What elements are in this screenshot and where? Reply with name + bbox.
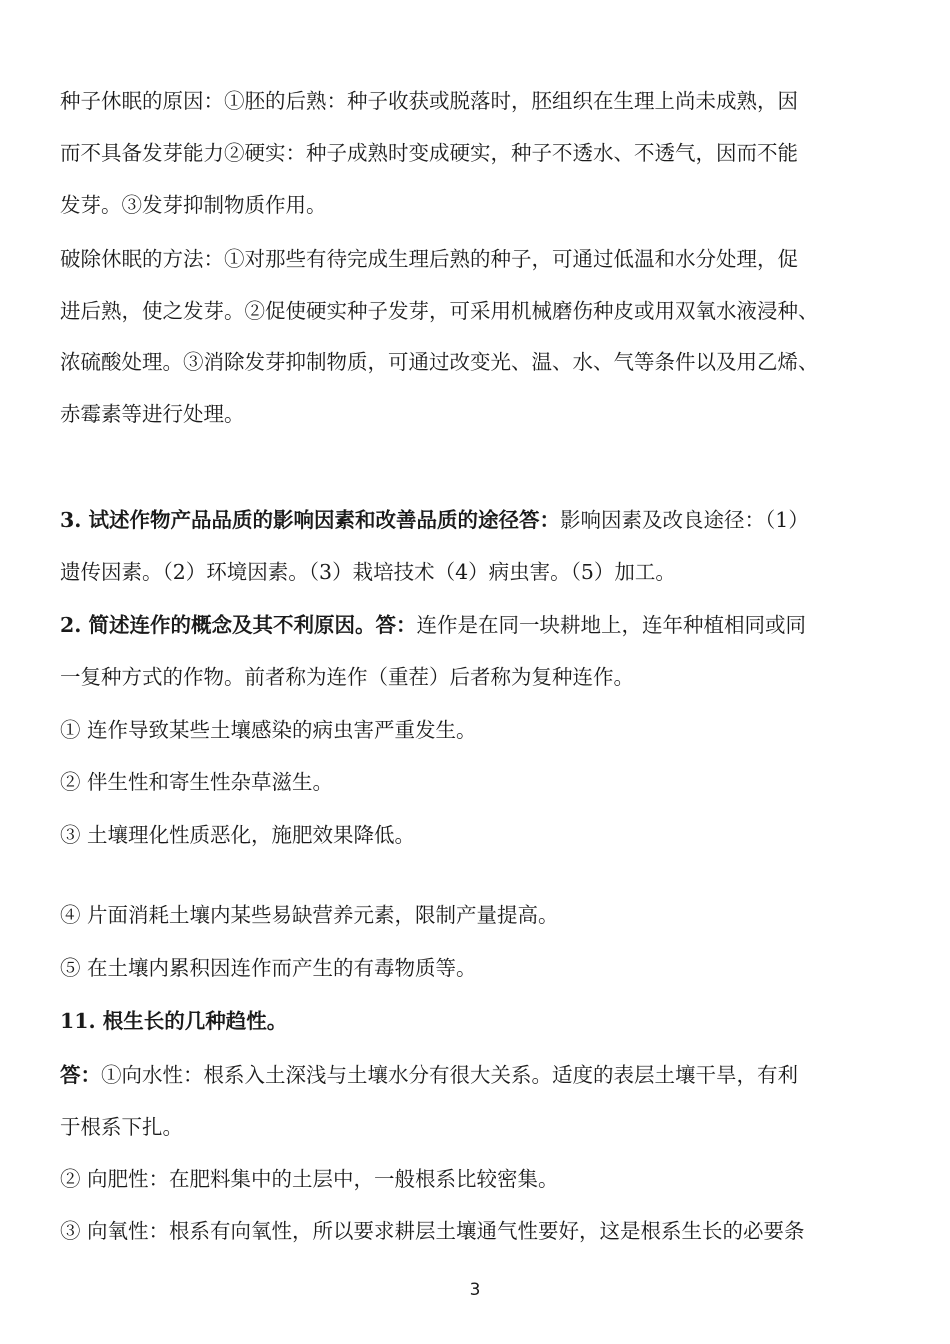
text-line: 种子休眠的原因：①胚的后熟：种子收获或脱落时，胚组织在生理上尚未成熟，因 [60, 89, 798, 113]
text-line: 浓硫酸处理。③消除发芽抑制物质，可通过改变光、温、水、气等条件以及用乙烯、 [60, 350, 819, 374]
text-line: 一复种方式的作物。前者称为连作（重茬）后者称为复种连作。 [60, 665, 634, 689]
answer-label: 答： [60, 1063, 101, 1087]
question-2 [60, 612, 900, 638]
list-item: ② 向肥性：在肥料集中的土层中，一般根系比较密集。 [60, 1167, 559, 1191]
text-line: 进后熟，使之发芽。②促使硬实种子发芽，可采用机械磨伤种皮或用双氧水液浸种、 [60, 299, 819, 323]
list-item: ② 伴生性和寄生性杂草滋生。 [60, 770, 334, 794]
question-2-heading: 2. 简述连作的概念及其不利原因。答： [60, 613, 417, 637]
text-line: 遗传因素。（2）环境因素。（3）栽培技术（4）病虫害。（5）加工。 [60, 560, 676, 584]
list-item: ③ 土壤理化性质恶化，施肥效果降低。 [60, 823, 416, 847]
question-3 [60, 507, 900, 533]
text-line: 发芽。③发芽抑制物质作用。 [60, 193, 327, 217]
question-2-answer: 连作是在同一块耕地上，连年种植相同或同 [416, 613, 807, 637]
page-number: 3 [469, 1280, 481, 1300]
question-3-heading: 3. 试述作物产品品质的影响因素和改善品质的途径答： [60, 508, 561, 532]
text-line: 破除休眠的方法：①对那些有待完成生理后熟的种子，可通过低温和水分处理，促 [60, 247, 798, 271]
text-line: 于根系下扎。 [60, 1115, 183, 1139]
list-item: ⑤ 在土壤内累积因连作而产生的有毒物质等。 [60, 956, 477, 980]
list-item: ① 连作导致某些土壤感染的病虫害严重发生。 [60, 718, 477, 742]
question-3-answer: 影响因素及改良途径：（1） [560, 508, 809, 532]
list-item: ④ 片面消耗土壤内某些易缺营养元素，限制产量提高。 [60, 903, 559, 927]
answer-text: ①向水性：根系入土深浅与土壤水分有很大关系。适度的表层土壤干旱，有利 [101, 1063, 798, 1087]
list-item: ③ 向氧性：根系有向氧性，所以要求耕层土壤通气性要好，这是根系生长的必要条 [60, 1219, 805, 1243]
question-11-heading: 11. 根生长的几种趋性。 [60, 1009, 288, 1033]
text-line: 赤霉素等进行处理。 [60, 402, 245, 426]
question-11-answer [60, 1062, 900, 1088]
text-line: 而不具备发芽能力②硬实：种子成熟时变成硬实，种子不透水、不透气，因而不能 [60, 141, 798, 165]
